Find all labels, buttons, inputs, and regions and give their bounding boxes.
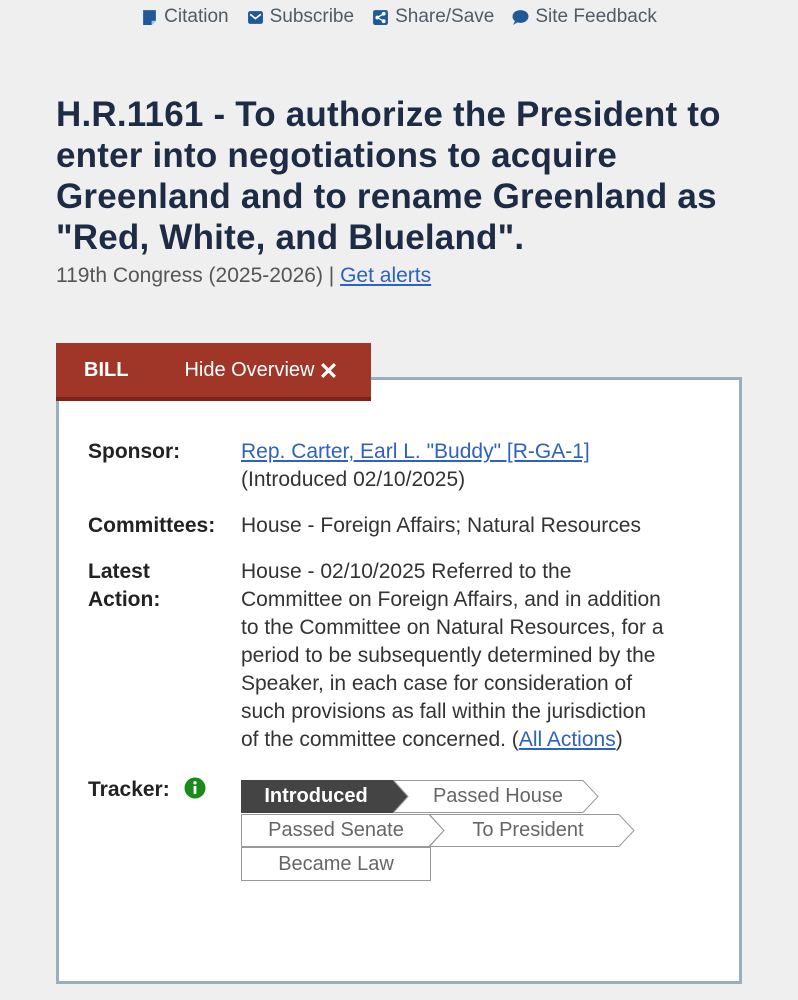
- feedback-label: Site Feedback: [535, 6, 657, 27]
- citation-link[interactable]: [141, 6, 228, 28]
- share-link[interactable]: [372, 6, 494, 28]
- subscribe-link[interactable]: [247, 6, 355, 28]
- tracker-step-introduced: [241, 780, 409, 813]
- tracker-label: Tracker:: [88, 778, 170, 801]
- tracker-step-label: Passed House: [432, 785, 564, 807]
- hide-overview-label: Hide Overview: [184, 358, 315, 381]
- latest-action-line: of the committee concerned. (: [241, 728, 519, 751]
- hide-overview-button[interactable]: [184, 359, 337, 382]
- latest-action-line: House - 02/10/2025 Referred to the: [241, 560, 572, 583]
- citation-icon: [141, 9, 158, 26]
- congress-session: 119th Congress (2025-2026) |: [56, 264, 335, 287]
- share-label: Share/Save: [395, 6, 495, 27]
- citation-label: Citation: [164, 6, 229, 27]
- info-icon[interactable]: [184, 777, 206, 799]
- latest-action-line: such provisions as fall within the jurisdiction: [241, 700, 647, 723]
- introduced-date: (Introduced 02/10/2025): [241, 468, 466, 491]
- all-actions-link[interactable]: All Actions: [518, 728, 616, 751]
- tracker-step-passed-house: [393, 780, 599, 813]
- tracker-step-became-law: [241, 847, 431, 881]
- congress-line: [56, 264, 431, 288]
- sponsor-label: Sponsor:: [88, 440, 181, 463]
- tracker-step-label: Introduced: [264, 785, 368, 807]
- bill-tracker: [241, 780, 641, 882]
- all-actions-close-paren: ): [615, 728, 623, 751]
- tracker-label-row: [88, 776, 206, 804]
- latest-action-line: to the Committee on Natural Resources, for a: [241, 616, 664, 639]
- tracker-step-label: Passed Senate: [268, 819, 404, 841]
- latest-action-line: period to be subsequently determined by the: [241, 644, 656, 667]
- latest-action-line: Speaker, in each case for consideration of: [241, 672, 633, 695]
- tracker-step-label: Became Law: [278, 852, 394, 875]
- subscribe-label: Subscribe: [269, 6, 355, 27]
- envelope-icon: [247, 9, 264, 26]
- latest-action-line: Committee on Foreign Affairs, and in addition: [241, 588, 661, 611]
- sponsor-link[interactable]: Rep. Carter, Earl L. "Buddy" [R-GA-1]: [241, 440, 590, 463]
- latest-action-label-1: Latest: [88, 560, 150, 583]
- tracker-step-label: To President: [472, 819, 584, 841]
- tracker-step-to-president: [429, 814, 635, 847]
- close-icon: [320, 362, 337, 379]
- latest-action-label-2: Action:: [88, 588, 161, 611]
- committees-label: Committees:: [88, 514, 216, 537]
- bill-tab[interactable]: BILL: [84, 358, 129, 381]
- share-icon: [372, 9, 389, 26]
- speech-bubble-icon: [512, 9, 529, 26]
- feedback-link[interactable]: [512, 6, 656, 28]
- committees-value: House - Foreign Affairs; Natural Resources: [241, 514, 641, 537]
- top-nav: [0, 6, 798, 28]
- tracker-step-passed-senate: [241, 814, 445, 847]
- sponsor-value: [241, 438, 590, 466]
- overview-tab-bar: [56, 343, 371, 401]
- latest-action-last-line: [241, 726, 623, 754]
- get-alerts-link[interactable]: Get alerts: [340, 264, 432, 287]
- page-title: H.R.1161 - To authorize the President to enter into negotiations to acquire Greenland and to rename Greenland as "Red, White, and Blueland".: [56, 95, 721, 257]
